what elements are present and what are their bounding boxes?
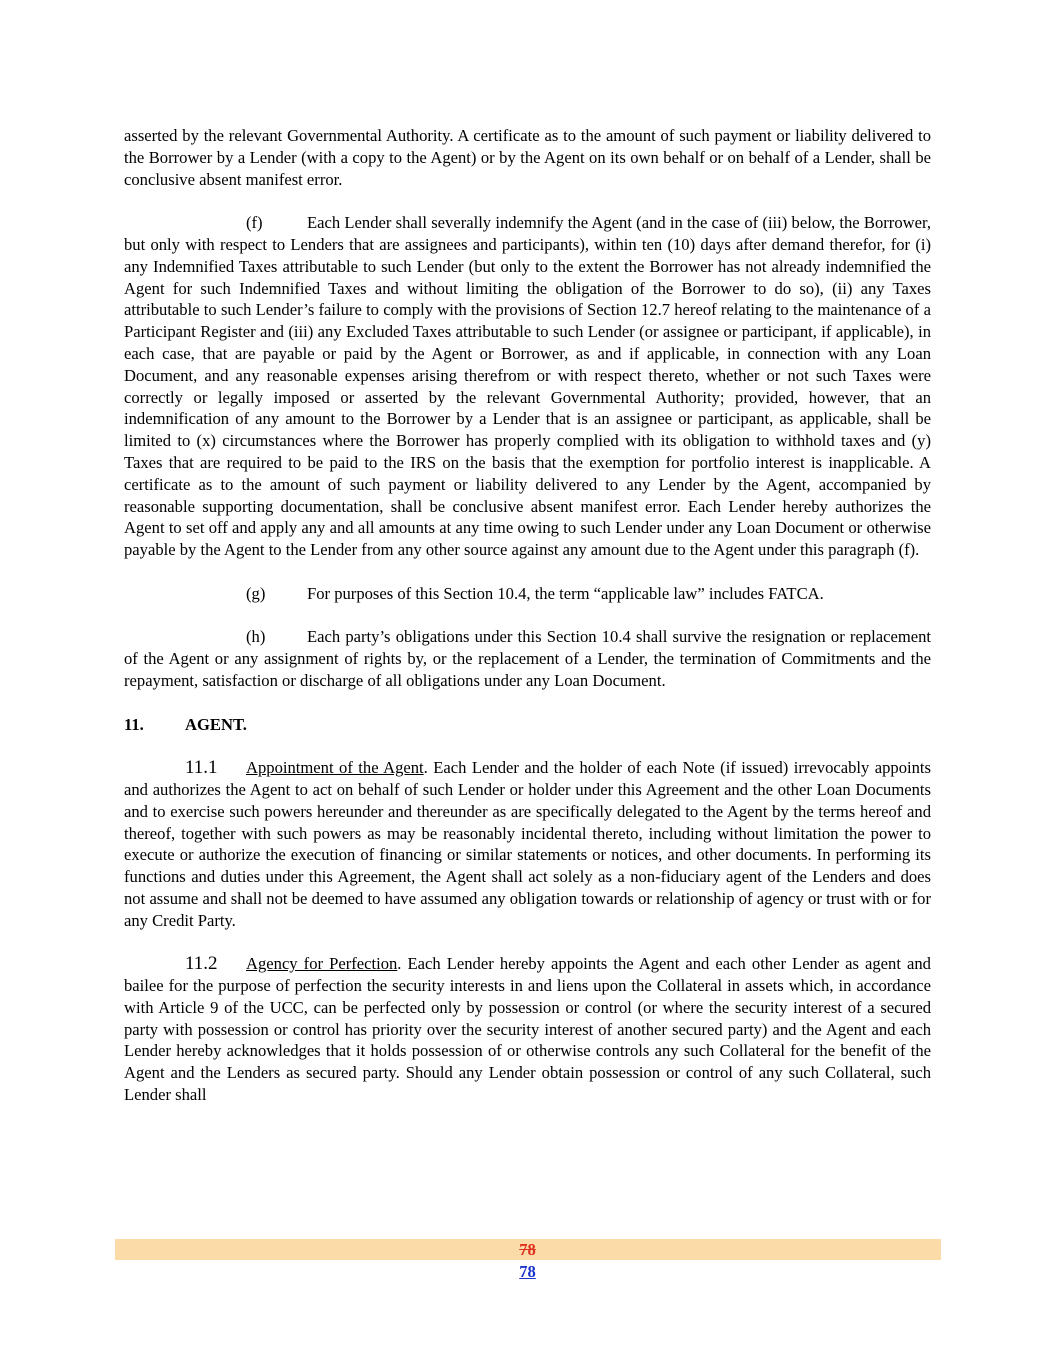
section-11-1-title: Appointment of the Agent [246, 758, 424, 778]
paragraph-f-text: Each Lender shall severally indemnify the Agent (and in the case of (iii) below, the Borrower, but only with respect to Lenders that are assignees and participants), within ten (10) days after demand therefor, for (i) any Indemnified Taxes attributable to such Lender (but only to the extent the Borrower has not already indemnified the Agent for such Indemnified Taxes and without limiting the obligation of the Borrower to do so), (ii) any Taxes attributable to such Lender’s failure to comply with the provisions of Section 12.7 hereof relating to the maintenance of a Participant Register and (iii) any Excluded Taxes attributable to such Lender (or assignee or participant, if applicable), in each case, that are payable or paid by the Agent or Borrower, as and if applicable, in connection with any Loan Document, and any reasonable expenses arising therefrom or with respect thereto, whether or not such Taxes were correctly or legally imposed or asserted by the relevant Governmental Authority; provided, however, that an indemnification of any amount to the Borrower by a Lender that is an assignee or participant, as applicable, shall be limited to (x) circumstances where the Borrower has properly complied with its obligation to withhold taxes and (y) Taxes that are required to be paid to the IRS on the basis that the exemption for portfolio interest is inapplicable. A certificate as to the amount of such payment or liability delivered to any Lender by the Agent, accompanied by reasonable supporting documentation, shall be conclusive absent manifest error. Each Lender hereby authorizes the Agent to set off and apply any and all amounts at any time owing to such Lender under any Loan Document or otherwise payable by the Agent to the Lender from any other source against any amount due to the Agent under this paragraph (f). [124, 213, 931, 560]
paragraph-h [124, 626, 931, 691]
paragraph-g [124, 583, 931, 605]
item-label-h: (h) [246, 627, 266, 647]
section-11-2 [124, 953, 931, 1106]
section-11-2-number: 11.2 [185, 953, 218, 975]
article-heading [124, 714, 931, 736]
article-title: AGENT. [185, 714, 247, 734]
section-11-1-number: 11.1 [185, 757, 218, 779]
paragraph-continuation: asserted by the relevant Governmental Authority. A certificate as to the amount of such payment or liability delivered to the Borrower by a Lender (with a copy to the Agent) or by the Agent on its own behalf or on behalf of a Lender, shall be conclusive absent manifest error. [124, 126, 931, 189]
section-11-1-text: . Each Lender and the holder of each Note (if issued) irrevocably appoints and authorizes the Agent to act on behalf of such Lender or holder under this Agreement and the other Loan Documents and to exercise such powers hereunder and thereunder as are specifically delegated to the Agent by the terms hereof and thereof, together with such powers as may be reasonably incidental thereto, including without limitation the power to execute or authorize the execution of financing or similar statements or notices, and other documents. In performing its functions and duties under this Agreement, the Agent shall act solely as a non-fiduciary agent of the Lenders and does not assume and shall not be deemed to have assumed any obligation towards or relationship of agency or trust with or for any Credit Party. [124, 758, 931, 930]
item-label-f: (f) [246, 213, 263, 233]
section-11-2-title: Agency for Perfection [246, 954, 398, 974]
inserted-page-number: 78 [519, 1262, 536, 1281]
paragraph-f [124, 212, 931, 561]
document-body [124, 125, 931, 1106]
article-number: 11. [124, 714, 144, 734]
section-11-1 [124, 757, 931, 931]
deleted-page-number: 78 [519, 1240, 536, 1259]
section-11-2-text: . Each Lender hereby appoints the Agent and each other Lender as agent and bailee for the purpose of perfection the security interests in and liens upon the Collateral in assets which, in accordance with Article 9 of the UCC, can be perfected only by possession or control (or where the security interest of a secured party with possession or control has priority over the security interest of another secured party) and the Agent and each Lender hereby acknowledges that it holds possession of or otherwise controls any such Collateral for the benefit of the Agent and the Lenders as secured party. Should any Lender obtain possession or control of any such Collateral, such Lender shall [124, 954, 931, 1105]
paragraph-h-text: Each party’s obligations under this Section 10.4 shall survive the resignation or replacement of the Agent or any assignment of rights by, or the replacement of a Lender, the termination of Commitments and the repayment, satisfaction or discharge of all obligations under any Loan Document. [124, 627, 931, 690]
item-label-g: (g) [246, 583, 266, 603]
paragraph-g-text: For purposes of this Section 10.4, the term “applicable law” includes FATCA. [307, 583, 824, 603]
